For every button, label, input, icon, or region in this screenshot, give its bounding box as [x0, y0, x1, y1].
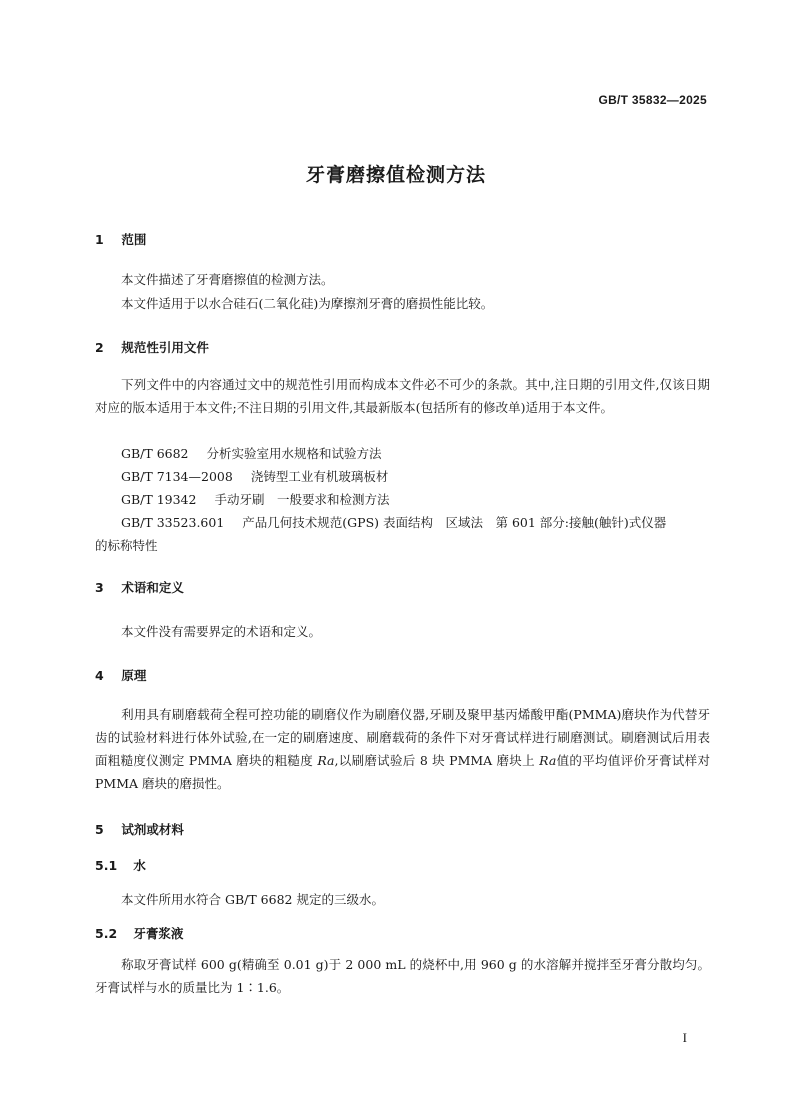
- section-number: 5: [95, 822, 104, 837]
- paragraph-text: 利用具有刷磨载荷全程可控功能的刷磨仪作为刷磨仪器,牙刷及聚甲基丙烯酸甲酯(PMMA)磨块作为代替牙齿的试验材料进行体外试验,在一定的刷磨速度、刷磨载荷的条件下对牙膏试样进行刷磨测试。刷磨测试后用表面粗糙度仪测定 PMMA 磨块的粗糙度: [95, 707, 710, 768]
- section-title: 术语和定义: [121, 580, 184, 595]
- paragraph: [95, 373, 710, 419]
- paragraph-text: ,以刷磨试验后 8 块 PMMA 磨块上: [334, 753, 540, 768]
- subsection-number: 5.1: [95, 858, 118, 873]
- subsection-title: 水: [133, 858, 146, 873]
- section-2-heading: [95, 338, 209, 356]
- reference-code: GB/T 7134—2008: [121, 469, 233, 484]
- section-3-heading: [95, 578, 184, 596]
- reference-code: GB/T 19342: [121, 492, 197, 507]
- section-title: 试剂或材料: [121, 822, 184, 837]
- section-number: 1: [95, 232, 104, 247]
- standard-code: GB/T 35832—2025: [598, 93, 707, 107]
- paragraph: 本文件描述了牙膏磨擦值的检测方法。: [121, 272, 334, 287]
- subsection-title: 牙膏浆液: [133, 926, 184, 941]
- reference-item: [121, 467, 711, 485]
- document-title: 牙膏磨擦值检测方法: [305, 164, 486, 186]
- reference-item: [121, 513, 711, 531]
- section-title: 范围: [121, 232, 147, 247]
- paragraph: 本文件没有需要界定的术语和定义。: [121, 624, 322, 639]
- section-title: 原理: [121, 668, 147, 683]
- reference-item: [121, 444, 711, 462]
- ra-symbol: Ra: [317, 753, 335, 768]
- reference-item: [121, 490, 711, 508]
- paragraph: 本文件适用于以水合硅石(二氧化硅)为摩擦剂牙膏的磨损性能比较。: [121, 296, 494, 311]
- ra-symbol: Ra: [539, 753, 557, 768]
- paragraph-text: 称取牙膏试样 600 g(精确至 0.01 g)于 2 000 mL 的烧杯中,用 960 g 的水溶解并搅拌至牙膏分散均匀。牙膏试样与水的质量比为 1∶1.6。: [95, 957, 710, 995]
- section-title: 规范性引用文件: [121, 340, 209, 355]
- paragraph: [95, 703, 710, 795]
- section-1-heading: [95, 230, 146, 248]
- section-number: 3: [95, 580, 104, 595]
- subsection-5-2-heading: [95, 924, 183, 942]
- paragraph: 本文件所用水符合 GB/T 6682 规定的三级水。: [121, 892, 384, 907]
- reference-title: 手动牙刷 一般要求和检测方法: [214, 492, 390, 507]
- subsection-number: 5.2: [95, 926, 118, 941]
- section-number: 4: [95, 668, 104, 683]
- reference-title: 浇铸型工业有机玻璃板材: [250, 469, 389, 484]
- page-number: I: [682, 1030, 687, 1045]
- section-4-heading: [95, 666, 146, 684]
- paragraph: [95, 953, 710, 999]
- reference-code: GB/T 6682: [121, 446, 189, 461]
- section-number: 2: [95, 340, 104, 355]
- reference-code: GB/T 33523.601: [121, 515, 225, 530]
- reference-title: 产品几何技术规范(GPS) 表面结构 区域法 第 601 部分:接触(触针)式仪器: [242, 515, 667, 530]
- subsection-5-1-heading: [95, 856, 146, 874]
- paragraph-text: 下列文件中的内容通过文中的规范性引用而构成本文件必不可少的条款。其中,注日期的引用文件,仅该日期对应的版本适用于本文件;不注日期的引用文件,其最新版本(包括所有的修改单)适用于本文件。: [95, 377, 710, 415]
- paragraph-text: 值的平均值评价牙膏试样对 PMMA 磨块的磨损性。: [95, 753, 710, 791]
- section-5-heading: [95, 820, 184, 838]
- reference-title: 分析实验室用水规格和试验方法: [206, 446, 382, 461]
- reference-title-continued: 的标称特性: [95, 538, 158, 553]
